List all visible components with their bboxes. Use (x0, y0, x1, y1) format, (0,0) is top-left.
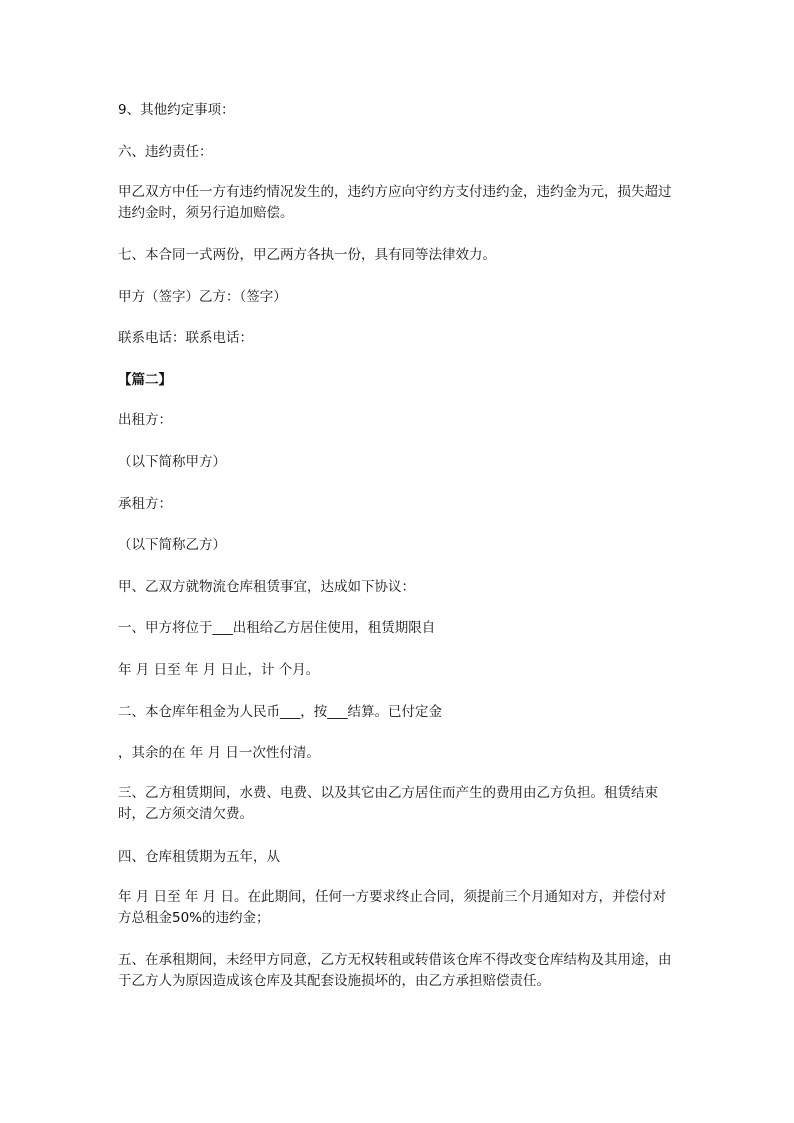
breach-liability-clause: 甲乙双方中任一方有违约情况发生的，违约方应向守约方支付违约金，违约金为元，损失超过违约金时，须另行追加赔偿。 (118, 184, 672, 221)
other-agreed-matters: 9、其他约定事项： (118, 102, 235, 118)
lessee-label: 承租方： (118, 496, 172, 512)
contact-phone-line: 联系电话：联系电话： (118, 330, 253, 346)
lessor-label: 出租方： (118, 412, 172, 428)
clause-one-location: 一、甲方将位于___出租给乙方居住使用，租赁期限自 (118, 620, 436, 636)
section-breach-liability-heading: 六、违约责任： (118, 144, 213, 160)
part-two-heading: 【篇二】 (118, 372, 172, 388)
clause-one-period: 年 月 日至 年 月 日止，计 个月。 (118, 662, 320, 678)
clause-three-expenses: 三、乙方租赁期间，水费、电费、以及其它由乙方居住而产生的费用由乙方负担。租赁结束时，乙方须交清欠费。 (118, 785, 658, 822)
clause-two-balance: ，其余的在 年 月 日一次性付清。 (118, 745, 320, 761)
clause-four-termination: 年 月 日至 年 月 日。在此期间，任何一方要求终止合同，须提前三个月通知对方，并偿付对方总租金50%的违约金； (118, 889, 666, 926)
clause-five-sublet: 五、在承租期间，未经甲方同意，乙方无权转租或转借该仓库不得改变仓库结构及其用途，由于乙方人为原因造成该仓库及其配套设施损坏的，由乙方承担赔偿责任。 (118, 952, 672, 989)
lessor-abbreviation: （以下简称甲方） (118, 454, 226, 470)
lessee-abbreviation: （以下简称乙方） (118, 537, 226, 553)
clause-two-rent: 二、本仓库年租金为人民币___，按___结算。已付定金 (118, 704, 442, 720)
agreement-intro: 甲、乙双方就物流仓库租赁事宜，达成如下协议： (118, 579, 415, 595)
signature-line: 甲方（签字）乙方：（签字） (118, 289, 287, 305)
clause-four-term: 四、仓库租赁期为五年，从 (118, 849, 280, 865)
section-copies-clause: 七、本合同一式两份，甲乙两方各执一份，具有同等法律效力。 (118, 247, 496, 263)
